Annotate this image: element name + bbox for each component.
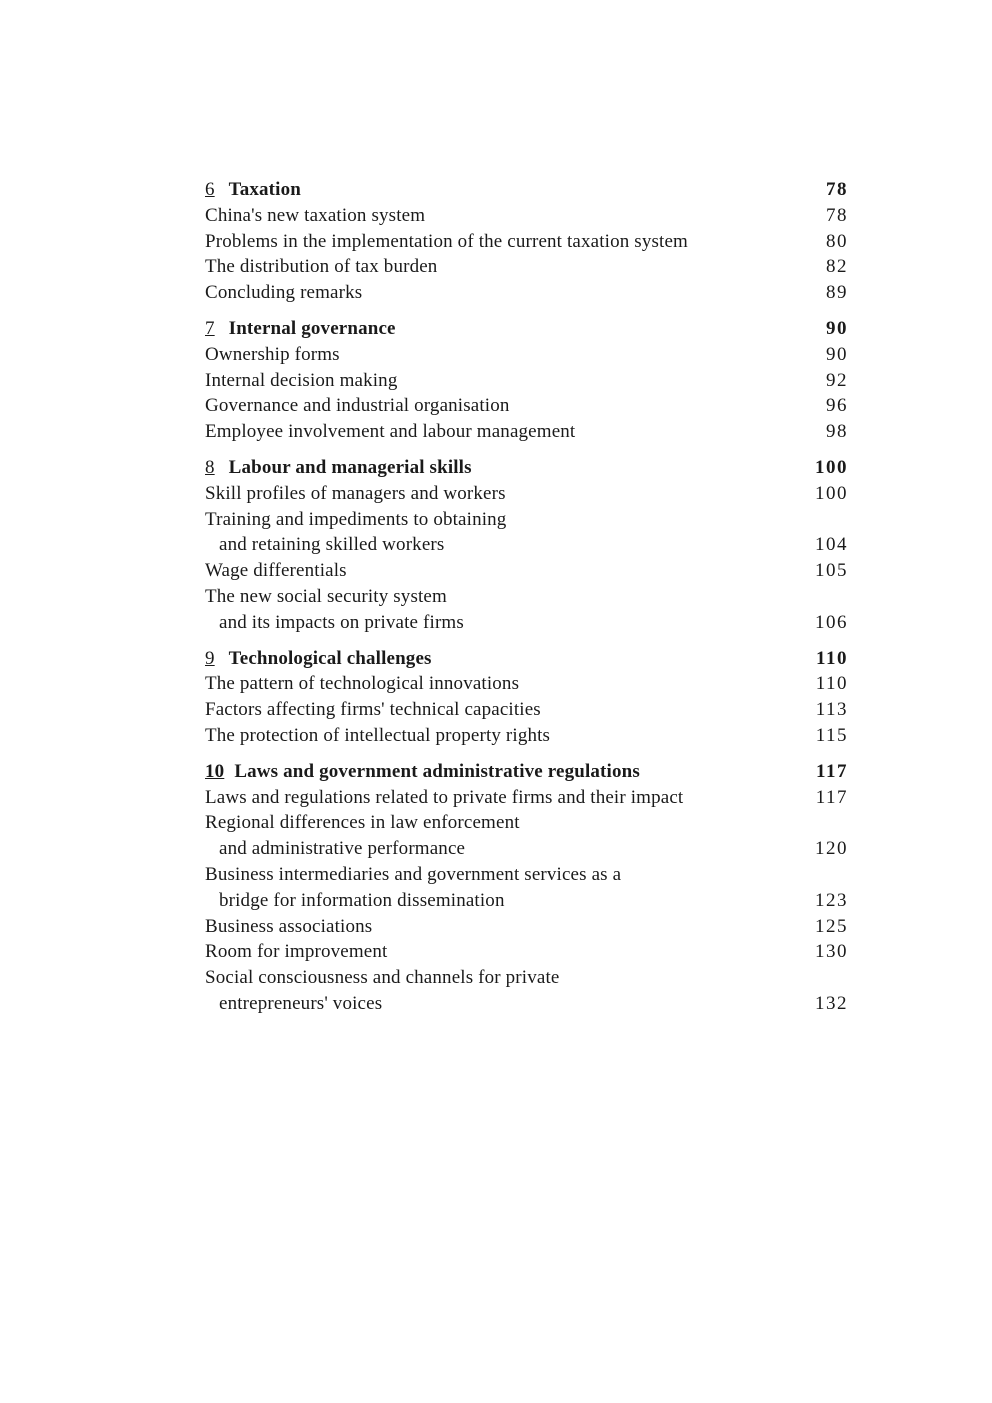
chapter-number: 7 [205, 317, 215, 339]
toc-entry[interactable] [205, 342, 848, 368]
entry-title: China's new taxation system [205, 204, 426, 226]
entry-title: Employee involvement and labour management [205, 421, 576, 443]
toc-entry[interactable] [205, 229, 848, 255]
entry-title: Governance and industrial organisation [205, 395, 510, 417]
toc-entry[interactable] [205, 697, 848, 723]
entry-title: Regional differences in law enforcement [205, 812, 520, 834]
chapter-title: Labour and managerial skills [228, 456, 472, 478]
toc-entry[interactable] [205, 419, 848, 445]
entry-page: 90 [826, 343, 848, 365]
chapter-page: 100 [815, 456, 848, 478]
chapter-heading[interactable] [205, 316, 848, 342]
chapter-page: 117 [816, 760, 848, 782]
entry-page: 115 [815, 724, 848, 746]
entry-page: 98 [826, 421, 848, 443]
toc-entry[interactable] [205, 785, 848, 811]
chapter-number: 10 [205, 760, 225, 782]
entry-title: Training and impediments to obtaining [205, 508, 507, 530]
chapter-9 [205, 646, 848, 749]
toc-entry-line-1[interactable] [205, 862, 848, 888]
chapter-page: 78 [826, 179, 848, 200]
entry-page: 110 [815, 673, 848, 695]
entry-title-continued: and administrative performance [219, 838, 466, 860]
toc-entry[interactable] [205, 939, 848, 965]
entry-page: 82 [826, 256, 848, 278]
toc-entry[interactable] [205, 280, 848, 306]
toc-entry[interactable] [205, 368, 848, 394]
entry-page: 105 [815, 560, 848, 582]
chapter-page: 110 [816, 647, 848, 669]
toc-entry[interactable] [205, 203, 848, 229]
toc-entry-line-1[interactable] [205, 507, 848, 533]
entry-title: Internal decision making [205, 369, 398, 391]
toc-entry[interactable] [205, 393, 848, 419]
entry-title: Business associations [205, 915, 373, 937]
chapter-heading[interactable] [205, 177, 848, 203]
entry-title: Problems in the implementation of the current taxation system [205, 230, 688, 252]
entry-page: 100 [815, 482, 848, 504]
entry-page: 117 [815, 786, 848, 808]
chapter-8 [205, 455, 848, 636]
chapter-number: 9 [205, 647, 215, 669]
chapter-heading[interactable] [205, 455, 848, 481]
toc-entry-line-2[interactable] [205, 610, 848, 636]
entry-title: Concluding remarks [205, 282, 363, 304]
entry-title: The new social security system [205, 585, 447, 607]
toc-entry-line-2[interactable] [205, 836, 848, 862]
toc-entry-line-1[interactable] [205, 810, 848, 836]
toc-entry[interactable] [205, 481, 848, 507]
chapter-page: 90 [826, 317, 848, 339]
entry-title: The distribution of tax burden [205, 256, 438, 278]
entry-page: 120 [815, 838, 848, 860]
chapter-6 [205, 177, 848, 306]
toc-entry[interactable] [205, 723, 848, 749]
entry-title: Wage differentials [205, 560, 347, 582]
entry-title: Laws and regulations related to private firms and their impact [205, 786, 684, 808]
entry-title: Room for improvement [205, 941, 388, 963]
entry-title: Social consciousness and channels for private [205, 967, 560, 989]
toc-entry-line-2[interactable] [205, 532, 848, 558]
entry-title-continued: bridge for information dissemination [219, 889, 505, 911]
chapter-number: 8 [205, 456, 215, 478]
entry-title: Factors affecting firms' technical capacities [205, 699, 541, 721]
chapter-heading[interactable] [205, 646, 848, 672]
entry-page: 80 [826, 230, 848, 252]
chapter-heading[interactable] [205, 759, 848, 785]
toc-entry[interactable] [205, 558, 848, 584]
chapter-title: Technological challenges [228, 647, 432, 669]
table-of-contents [205, 177, 848, 1027]
entry-title-continued: and retaining skilled workers [219, 534, 445, 556]
entry-title: The pattern of technological innovations [205, 673, 520, 695]
toc-entry-line-1[interactable] [205, 584, 848, 610]
toc-entry[interactable] [205, 914, 848, 940]
entry-page: 125 [815, 915, 848, 937]
toc-entry-line-2[interactable] [205, 991, 848, 1017]
toc-entry[interactable] [205, 671, 848, 697]
chapter-title: Internal governance [228, 317, 396, 339]
chapter-title: Laws and government administrative regulations [234, 760, 640, 782]
entry-title: The protection of intellectual property rights [205, 724, 551, 746]
entry-title: Ownership forms [205, 343, 340, 365]
entry-page: 96 [826, 395, 848, 417]
toc-entry[interactable] [205, 254, 848, 280]
toc-entry-line-1[interactable] [205, 965, 848, 991]
entry-page: 78 [826, 204, 848, 226]
entry-page: 104 [815, 534, 848, 556]
entry-title-continued: entrepreneurs' voices [219, 992, 383, 1014]
entry-page: 89 [826, 282, 848, 304]
entry-title: Skill profiles of managers and workers [205, 482, 506, 504]
entry-title: Business intermediaries and government services as a [205, 863, 622, 885]
entry-page: 130 [815, 941, 848, 963]
entry-title-continued: and its impacts on private firms [219, 611, 464, 633]
chapter-number: 6 [205, 179, 215, 200]
chapter-title: Taxation [228, 179, 301, 200]
entry-page: 132 [815, 992, 848, 1014]
chapter-7 [205, 316, 848, 445]
toc-entry-line-2[interactable] [205, 888, 848, 914]
chapter-10 [205, 759, 848, 1017]
entry-page: 92 [826, 369, 848, 391]
entry-page: 113 [815, 699, 848, 721]
entry-page: 123 [815, 889, 848, 911]
entry-page: 106 [815, 611, 848, 633]
